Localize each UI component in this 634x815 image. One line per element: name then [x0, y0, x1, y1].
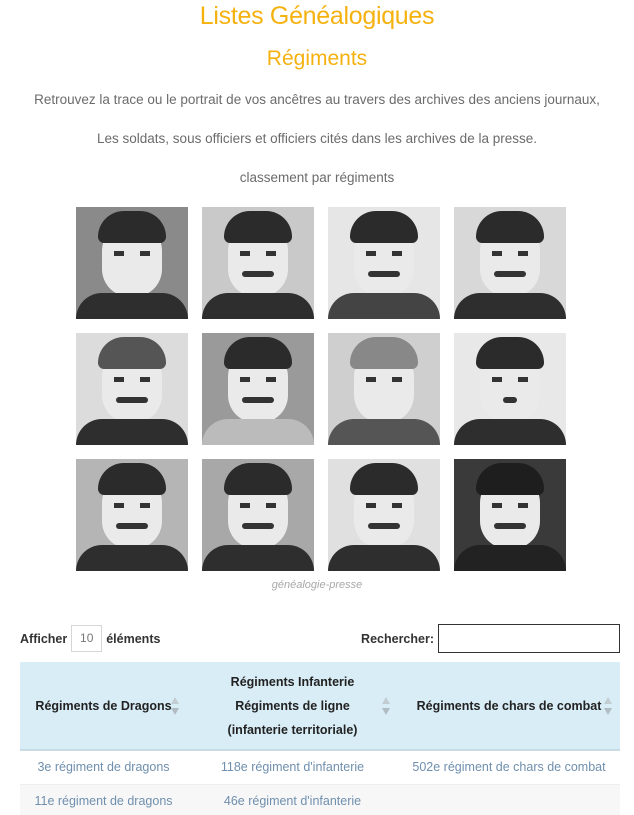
table-cell	[20, 784, 187, 815]
column-header-label	[228, 670, 358, 742]
portrait-photo-12[interactable]	[454, 459, 566, 571]
page-subtitle: Régiments	[266, 47, 368, 70]
table-cell	[187, 784, 398, 815]
portrait-photo-6[interactable]	[202, 333, 314, 445]
portrait-photo-7[interactable]	[328, 333, 440, 445]
table-cell	[20, 750, 187, 784]
table-row	[20, 750, 620, 784]
gallery-caption: généalogie-presse	[271, 579, 363, 591]
regiment-link[interactable]: 3e régiment de dragons	[37, 760, 170, 775]
intro-line-2: Les soldats, sous officiers et officiers cités dans les archives de la presse.	[97, 131, 537, 146]
column-header-label: Régiments de chars de combat	[416, 698, 602, 713]
portrait-photo-8[interactable]	[454, 333, 566, 445]
regiments-table	[20, 662, 620, 815]
portrait-photo-2[interactable]	[202, 207, 314, 319]
portrait-photo-1[interactable]	[76, 207, 188, 319]
portrait-gallery	[76, 207, 566, 571]
page-title: Listes Généalogiques	[199, 2, 435, 30]
sort-icon	[171, 697, 179, 715]
regiment-link[interactable]: 118e régiment d'infanterie	[220, 760, 365, 775]
length-prefix-label: Afficher	[20, 631, 68, 646]
portrait-photo-11[interactable]	[328, 459, 440, 571]
intro-line-3: classement par régiments	[239, 170, 395, 185]
table-cell	[187, 750, 398, 784]
table-cell	[398, 750, 620, 784]
page-length-select[interactable]: 10	[71, 625, 102, 652]
length-suffix-label: éléments	[106, 631, 161, 646]
portrait-photo-9[interactable]	[76, 459, 188, 571]
portrait-photo-4[interactable]	[454, 207, 566, 319]
column-header-line-3: (infanterie territoriale)	[227, 722, 358, 737]
column-header-line-1: Régiments Infanterie	[230, 674, 355, 689]
table-search	[361, 624, 620, 653]
portrait-photo-5[interactable]	[76, 333, 188, 445]
sort-icon	[382, 697, 390, 715]
portrait-photo-3[interactable]	[328, 207, 440, 319]
column-header-tanks[interactable]	[398, 662, 620, 750]
column-header-dragons[interactable]	[20, 662, 187, 750]
column-header-line-2: Régiments de ligne	[235, 698, 350, 713]
table-cell	[398, 784, 620, 815]
page-length-control	[20, 625, 160, 652]
intro-line-1: Retrouvez la trace ou le portrait de vos ancêtres au travers des archives des anciens journaux,	[34, 92, 600, 107]
table-row	[20, 784, 620, 815]
regiment-link[interactable]: 46e régiment d'infanterie	[223, 794, 362, 808]
search-input[interactable]	[438, 624, 620, 653]
sort-icon	[604, 697, 612, 715]
column-header-label: Régiments de Dragons	[35, 698, 172, 713]
regiment-link[interactable]: 502e régiment de chars de combat	[412, 760, 606, 775]
column-header-infantry[interactable]	[187, 662, 398, 750]
regiment-link[interactable]: 11e régiment de dragons	[34, 794, 173, 808]
search-label: Rechercher:	[361, 631, 434, 646]
portrait-photo-10[interactable]	[202, 459, 314, 571]
